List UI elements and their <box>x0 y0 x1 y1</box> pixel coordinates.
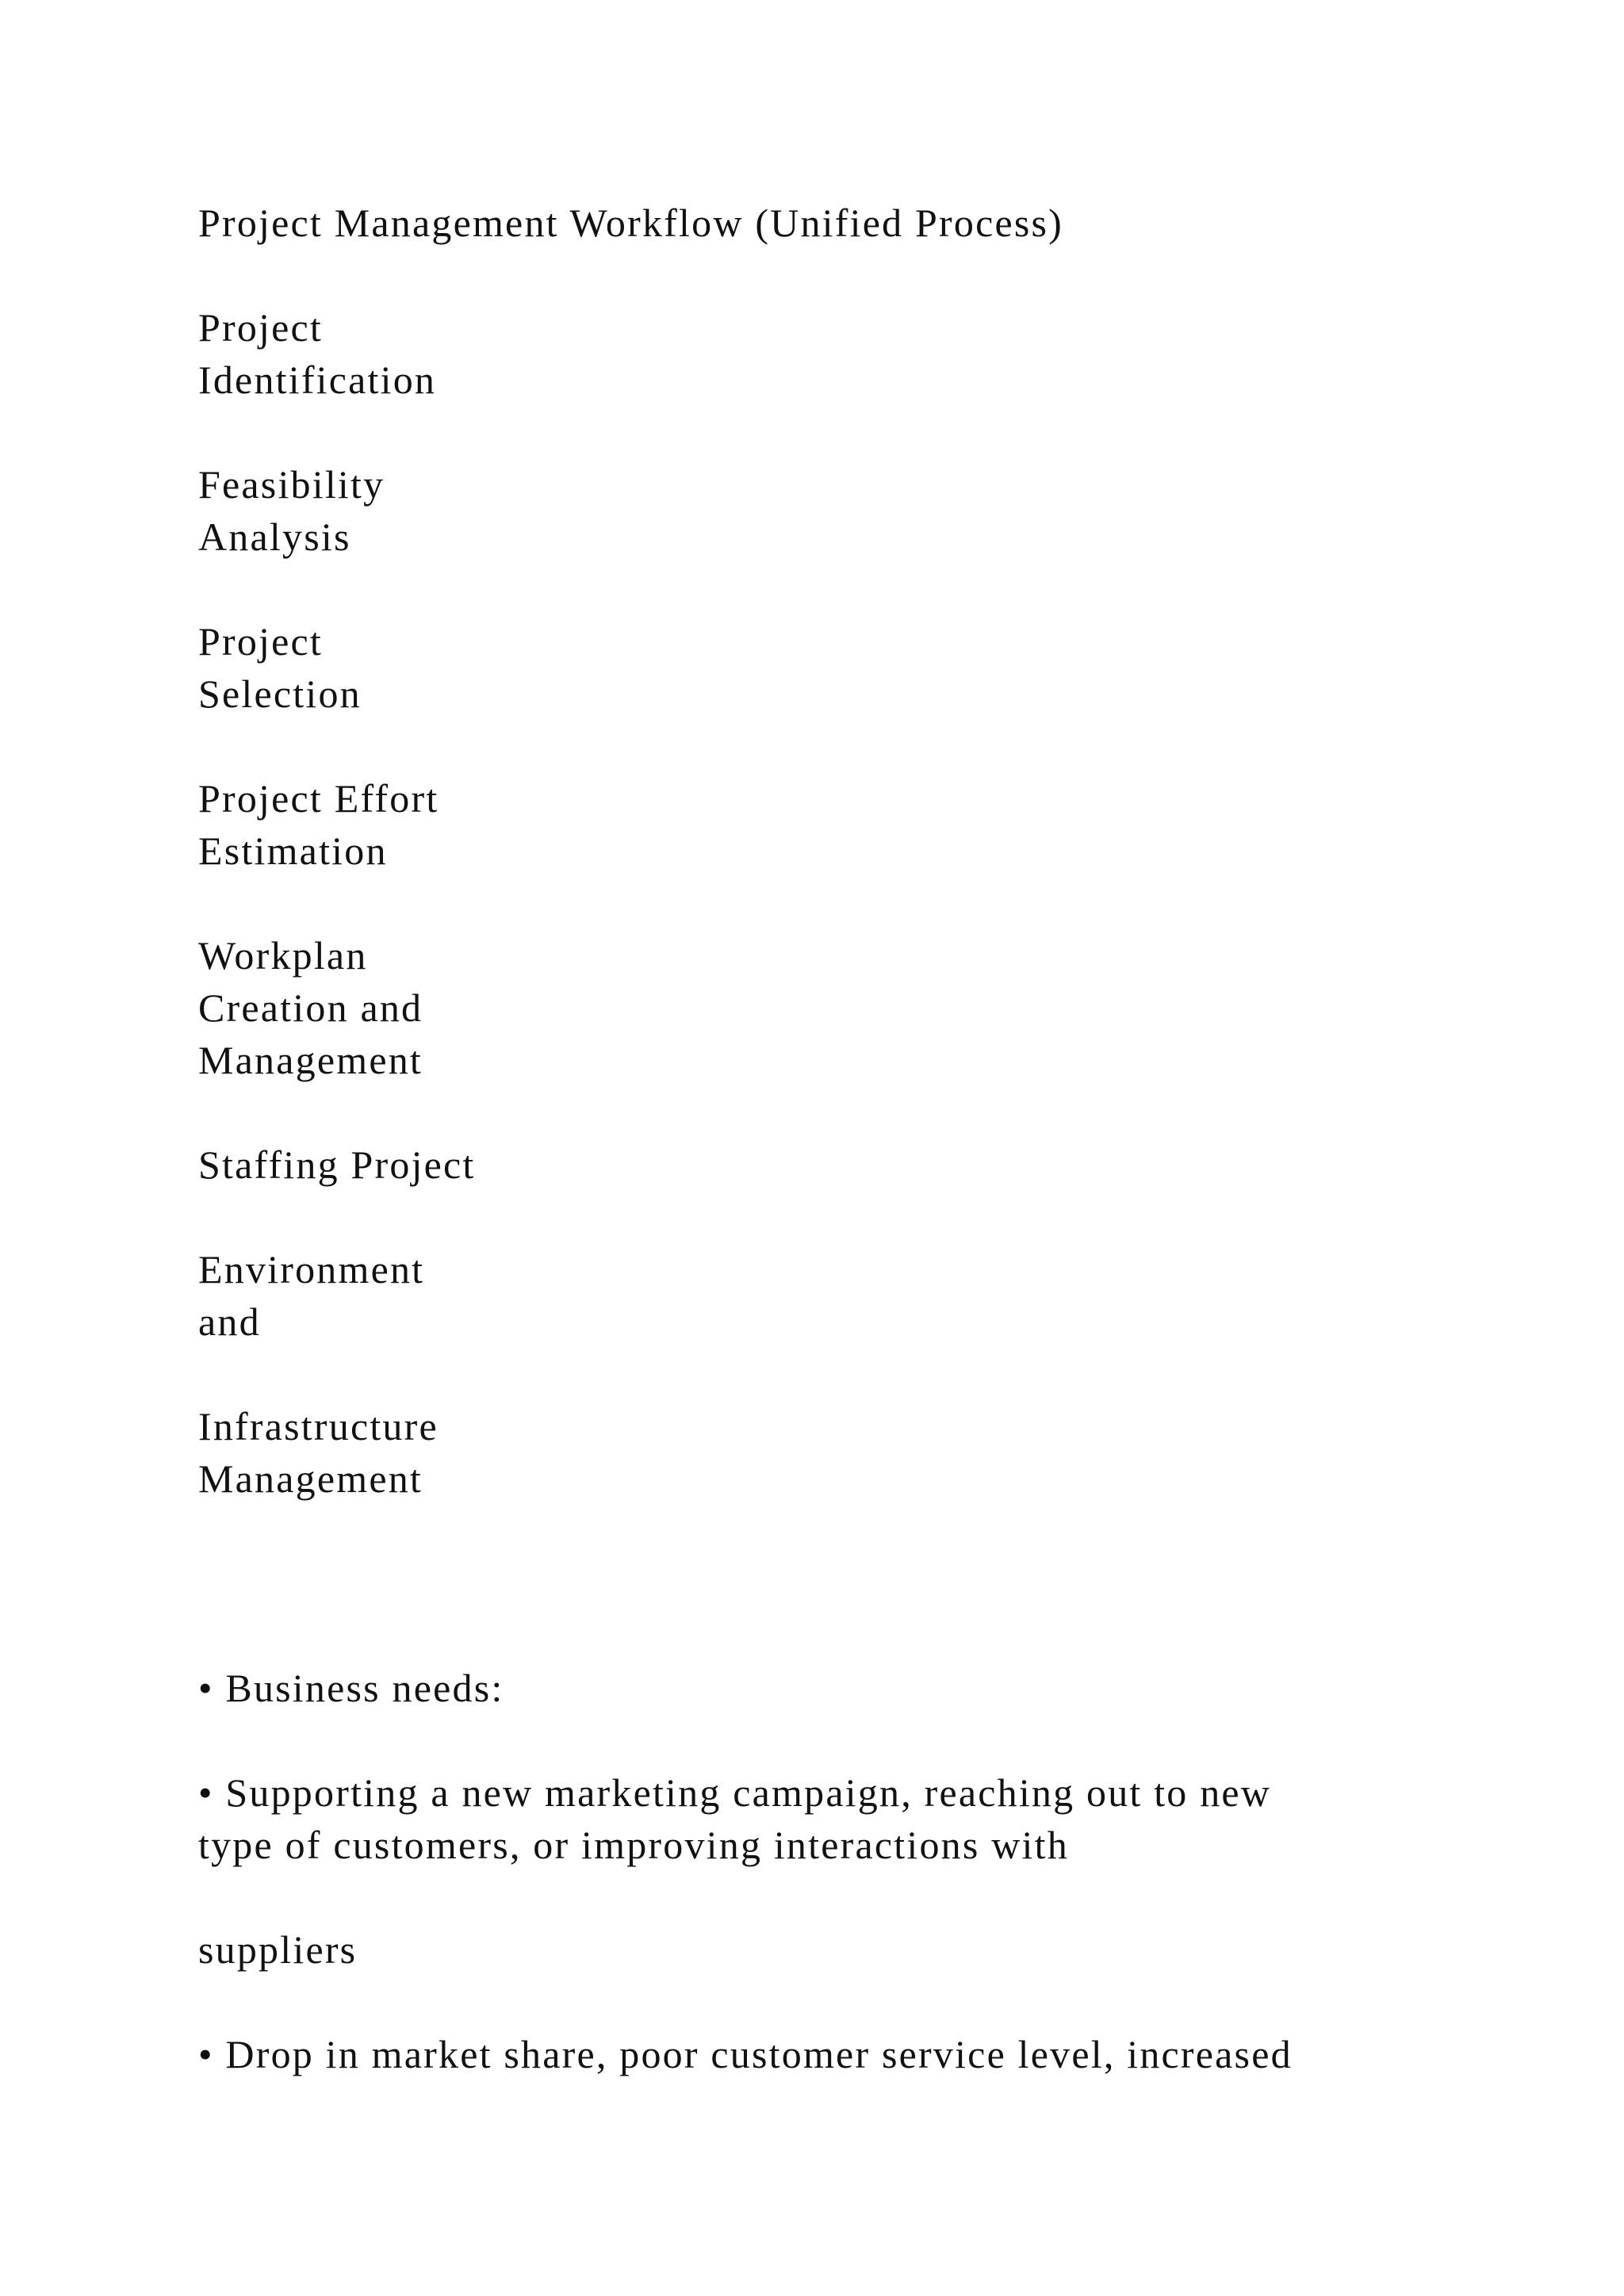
bullet-business-needs: • Business needs: <box>198 1666 504 1710</box>
step-infrastructure-management: Infrastructure Management <box>198 1404 439 1501</box>
bullet-market-share: • Drop in market share, poor customer service level, increased <box>198 2032 1293 2076</box>
step-project-selection: Project Selection <box>198 619 362 716</box>
step-project-effort-estimation: Project Effort Estimation <box>198 776 439 873</box>
bullet-marketing-campaign: • Supporting a new marketing campaign, reaching out to new type of customers, or improving interactions with <box>198 1770 1272 1867</box>
text-suppliers: suppliers <box>198 1927 358 1972</box>
step-workplan-creation: Workplan Creation and Management <box>198 933 423 1082</box>
step-staffing-project: Staffing Project <box>198 1142 476 1187</box>
step-project-identification: Project Identification <box>198 305 437 402</box>
step-feasibility-analysis: Feasibility Analysis <box>198 462 385 559</box>
step-environment: Environment and <box>198 1247 425 1344</box>
document-title: Project Management Workflow (Unified Process) <box>198 201 1064 245</box>
